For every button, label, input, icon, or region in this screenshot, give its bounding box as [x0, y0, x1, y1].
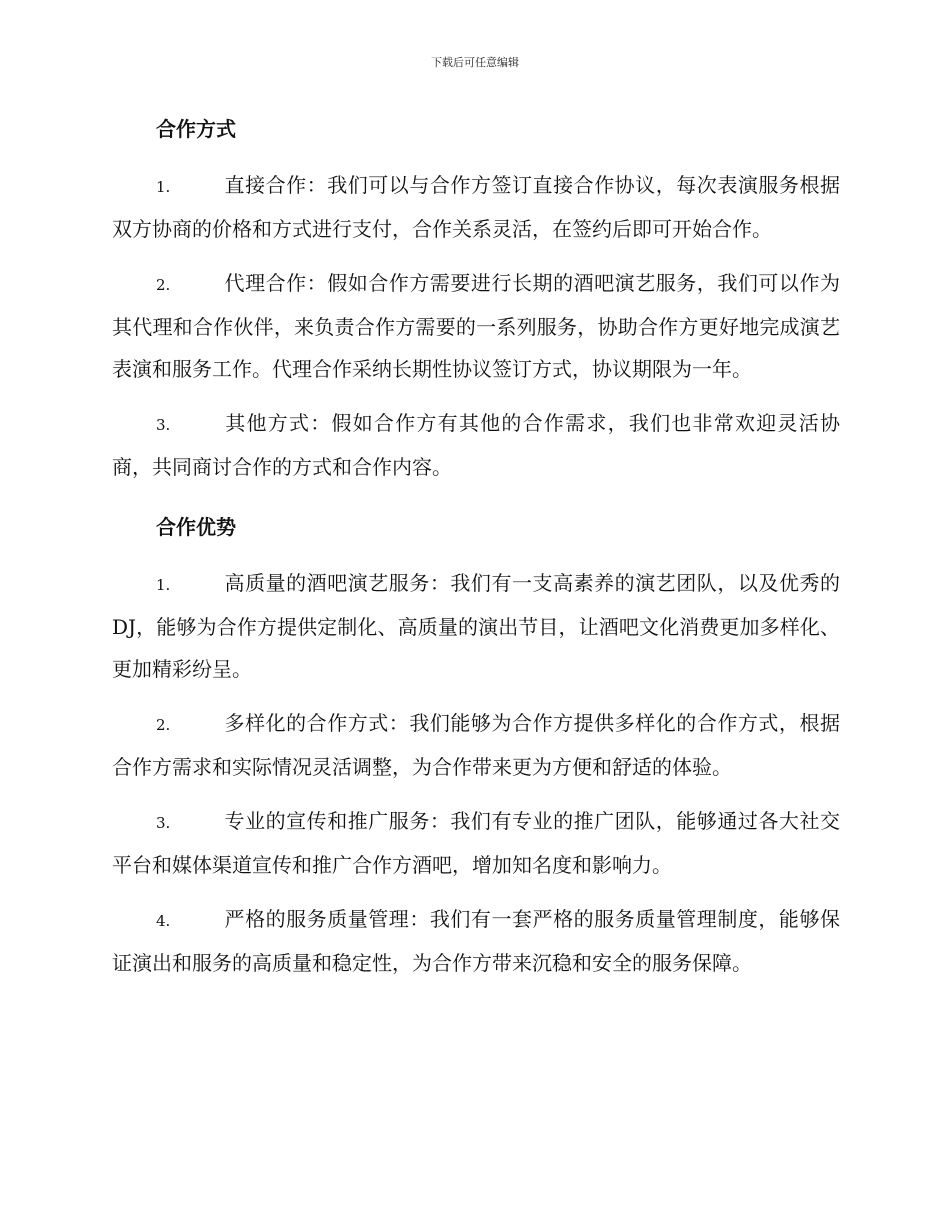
list-item [112, 402, 840, 488]
page-header: 下载后可任意编辑 [431, 56, 519, 69]
list-item-text: 严格的服务质量管理：我们有一套严格的服务质量管理制度，能够保证演出和服务的高质量和稳定性，为合作方带来沉稳和安全的服务保障。 [112, 907, 840, 975]
section-title-cooperation-methods: 合作方式 [156, 117, 236, 141]
list-number: 3. [156, 416, 171, 434]
list-item-text: 其他方式：假如合作方有其他的合作需求，我们也非常欢迎灵活协商，共同商讨合作的方式和合作内容。 [112, 411, 840, 479]
list-item-text: 高质量的酒吧演艺服务：我们有一支高素养的演艺团队，以及优秀的DJ，能够为合作方提供定制化、高质量的演出节目，让酒吧文化消费更加多样化、更加精彩纷呈。 [112, 571, 840, 681]
list-number: 2. [156, 276, 171, 294]
section-title-cooperation-advantages: 合作优势 [156, 515, 236, 539]
list-number: 1. [156, 178, 171, 196]
list-number: 4. [156, 912, 171, 930]
list-number: 3. [156, 814, 171, 832]
list-item [112, 702, 840, 788]
document-body [112, 108, 840, 996]
list-item [112, 262, 840, 390]
list-item-text: 直接合作：我们可以与合作方签订直接合作协议，每次表演服务根据双方协商的价格和方式进行支付，合作关系灵活，在签约后即可开始合作。 [112, 173, 840, 241]
list-item-text: 专业的宣传和推广服务：我们有专业的推广团队，能够通过各大社交平台和媒体渠道宣传和推广合作方酒吧，增加知名度和影响力。 [112, 809, 840, 877]
list-item-text: 多样化的合作方式：我们能够为合作方提供多样化的合作方式，根据合作方需求和实际情况灵活调整，为合作带来更为方便和舒适的体验。 [112, 711, 840, 779]
list-item [112, 562, 840, 690]
list-item [112, 800, 840, 886]
list-item-text: 代理合作：假如合作方需要进行长期的酒吧演艺服务，我们可以作为其代理和合作伙伴，来负责合作方需要的一系列服务，协助合作方更好地完成演艺表演和服务工作。代理合作采纳长期性协议签订方式，协议期限为一年。 [112, 271, 840, 381]
list-number: 2. [156, 716, 171, 734]
list-item [112, 898, 840, 984]
list-number: 1. [156, 576, 171, 594]
list-item [112, 164, 840, 250]
